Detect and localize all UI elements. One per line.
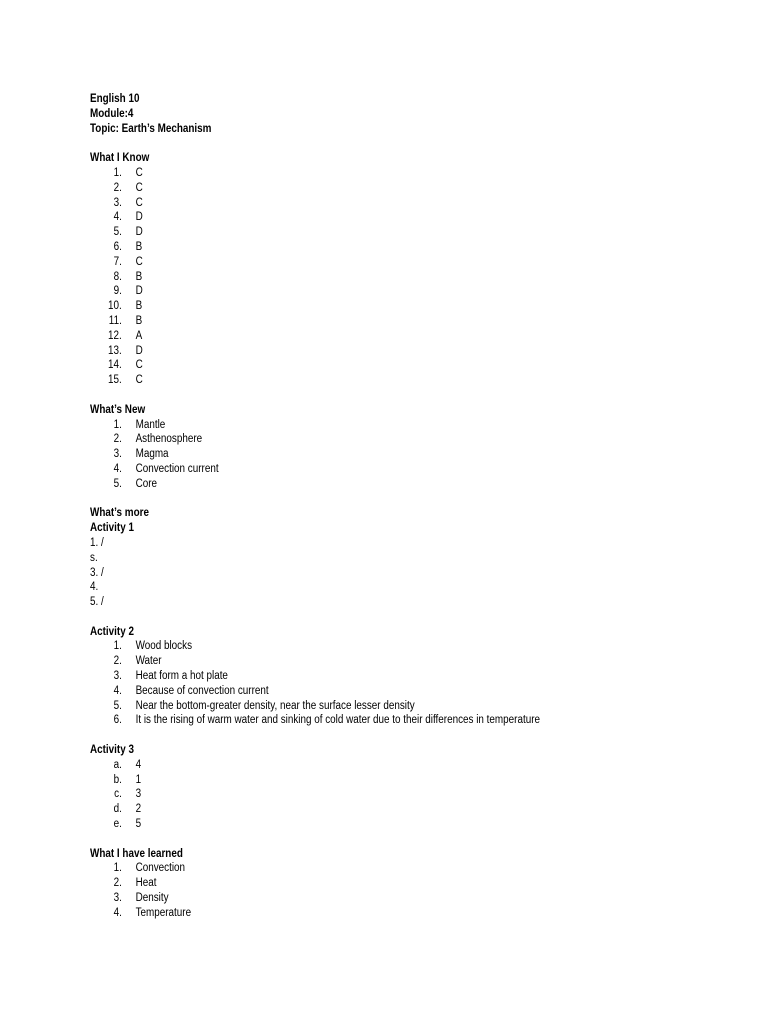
list-marker: b. [113,773,122,786]
list-item [90,684,658,699]
list-marker: c. [114,788,122,801]
list-text: C [135,255,143,268]
list-item [90,758,658,773]
list-text: C [135,181,143,194]
spacer [90,832,658,847]
list-marker: d. [113,803,122,816]
list-marker: 1. [113,640,122,653]
list-text: Mantle [135,418,166,431]
list-item [90,314,658,329]
what-i-know-list [90,166,658,388]
list-item [90,344,658,359]
list-text: 2 [135,803,142,816]
list-item [90,876,658,891]
list-marker: 3. [113,196,122,209]
list-marker: 12. [108,329,122,342]
list-marker: 3. [113,670,122,683]
activity-3-list [90,758,658,832]
list-text: 1 [135,773,142,786]
list-item [90,181,658,196]
spacer [90,610,658,625]
list-item [90,418,658,433]
list-text: D [135,285,143,298]
list-marker: 7. [113,255,122,268]
list-item [90,713,658,728]
list-item [90,906,658,921]
section-title-whats-new: What’s New [90,403,146,416]
list-text: D [135,226,143,239]
list-item [90,225,658,240]
list-marker: 2. [113,877,122,890]
list-text: Near the bottom-greater density, near the surface lesser density [135,699,415,712]
list-item [90,861,658,876]
activity-1-line: s. [90,551,98,564]
list-text: B [135,314,143,327]
what-i-have-learned-list [90,861,658,920]
list-text: Wood blocks [135,640,193,653]
list-marker: 2. [113,655,122,668]
list-text: A [135,329,143,342]
list-item [90,270,658,285]
list-marker: 4. [113,211,122,224]
list-text: Water [135,655,162,668]
spacer [90,388,658,403]
list-text: D [135,344,143,357]
list-marker: 4. [113,906,122,919]
list-text: Heat form a hot plate [135,670,228,683]
list-item [90,196,658,211]
list-item [90,699,658,714]
list-text: C [135,374,143,387]
list-item [90,787,658,802]
list-item [90,891,658,906]
section-title-what-i-know: What I Know [90,152,150,165]
activity-1-line: 5. / [90,596,104,609]
list-item [90,773,658,788]
list-text: B [135,270,143,283]
spacer [90,136,658,151]
list-text: Density [135,892,169,905]
list-item [90,432,658,447]
list-text: It is the rising of warm water and sinking of cold water due to their differences in temperature [135,714,540,727]
activity-3-title: Activity 3 [90,744,134,757]
list-item [90,447,658,462]
list-marker: 9. [113,285,122,298]
list-item [90,240,658,255]
list-text: Asthenosphere [135,433,203,446]
list-marker: 10. [108,300,122,313]
list-item [90,654,658,669]
list-text: 3 [135,788,142,801]
list-text: 5 [135,818,142,831]
list-text: Magma [135,448,169,461]
list-marker: 6. [113,714,122,727]
list-marker: 13. [108,344,122,357]
list-marker: 3. [113,892,122,905]
list-text: C [135,196,143,209]
list-marker: 14. [108,359,122,372]
document-page [90,92,658,921]
list-marker: 8. [113,270,122,283]
list-text: Convection [135,862,186,875]
list-text: D [135,211,143,224]
list-item [90,166,658,181]
list-item [90,210,658,225]
list-item [90,373,658,388]
list-marker: 4. [113,462,122,475]
list-marker: 15. [108,374,122,387]
whats-new-list [90,418,658,492]
list-marker: 3. [113,448,122,461]
list-marker: 5. [113,699,122,712]
list-item [90,639,658,654]
list-item [90,299,658,314]
list-marker: 2. [113,433,122,446]
list-text: Heat [135,877,157,890]
list-text: B [135,240,143,253]
list-item [90,329,658,344]
list-item [90,358,658,373]
list-marker: 5. [113,226,122,239]
list-marker: e. [113,818,122,831]
list-text: Because of convection current [135,684,269,697]
activity-1-title: Activity 1 [90,522,134,535]
activity-1-line: 3. / [90,566,104,579]
list-marker: 4. [113,684,122,697]
list-marker: 5. [113,477,122,490]
subject-heading: English 10 [90,93,140,105]
list-marker: a. [113,758,122,771]
list-item [90,669,658,684]
list-marker: 1. [113,166,122,179]
module-heading: Module:4 [90,107,134,120]
list-item [90,284,658,299]
list-item [90,477,658,492]
list-marker: 11. [108,314,122,327]
list-text: B [135,300,143,313]
list-marker: 1. [113,418,122,431]
list-item [90,462,658,477]
list-text: 4 [135,758,142,771]
section-title-what-i-have-learned: What I have learned [90,847,183,860]
list-text: Temperature [135,906,192,919]
list-item [90,255,658,270]
list-marker: 2. [113,181,122,194]
list-marker: 1. [113,862,122,875]
spacer [90,492,658,507]
section-title-whats-more: What’s more [90,507,149,520]
list-marker: 6. [113,240,122,253]
list-text: Convection current [135,462,219,475]
activity-2-list [90,639,658,728]
list-item [90,802,658,817]
list-item [90,817,658,832]
list-text: C [135,166,143,179]
list-text: C [135,359,143,372]
topic-heading: Topic: Earth’s Mechanism [90,122,212,135]
activity-1-line: 1. / [90,536,104,549]
activity-2-title: Activity 2 [90,625,134,638]
activity-1-line: 4. [90,581,99,594]
list-text: Core [135,477,158,490]
spacer [90,728,658,743]
